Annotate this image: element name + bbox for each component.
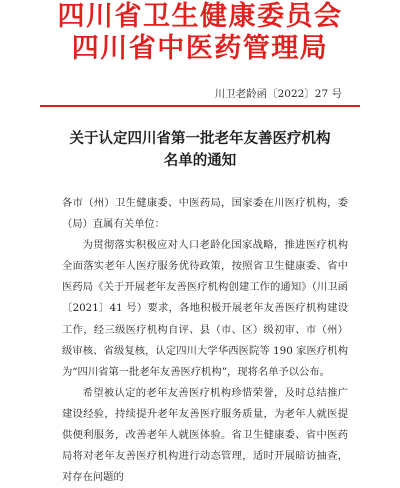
salutation: 各市（州）卫生健康委、中医药局，国家委在川医疗机构，委（局）直属有关单位： bbox=[62, 197, 348, 231]
document-body bbox=[62, 193, 348, 488]
red-separator-line bbox=[40, 105, 360, 107]
body-paragraph-1: 为贯彻落实积极应对人口老龄化国家战略，推进医疗机构全面落实老年人医疗服务优待政策，按照省卫生健康委、省中医药局《关于开展老年友善医疗机构创建工作的通知》（川卫函〔2021〕41 号）要求，各地积极开展老年友善医疗机构建设工作，经三级医疗机构自评、县（市、区）级初审、市（州）级审核、省级复核，认定四川大学华西医院等 190 家医疗机构为“四川省第一批老年友善医疗机构”，现将名单予以公布。 bbox=[62, 239, 348, 378]
issuer-name-health-commission: 四川省卫生健康委员会 bbox=[57, 1, 343, 32]
document-title-line-2: 名单的通知 bbox=[163, 152, 237, 169]
document-number: 川卫老龄函〔2022〕27 号 bbox=[214, 88, 342, 100]
issuer-name-tcm-bureau: 四川省中医药管理局 bbox=[71, 33, 329, 64]
body-paragraph-2: 希望被认定的老年友善医疗机构珍惜荣誉，及时总结推广建设经验，持续提升老年友善医疗服务质量，为老年人就医提供便利服务，改善老年人就医体验。省卫生健康委、省中医药局将对老年友善医疗机构进行动态管理，适时开展暗访抽查，对存在问题的 bbox=[62, 386, 348, 484]
document-title-line-1: 关于认定四川省第一批老年友善医疗机构 bbox=[69, 130, 331, 147]
